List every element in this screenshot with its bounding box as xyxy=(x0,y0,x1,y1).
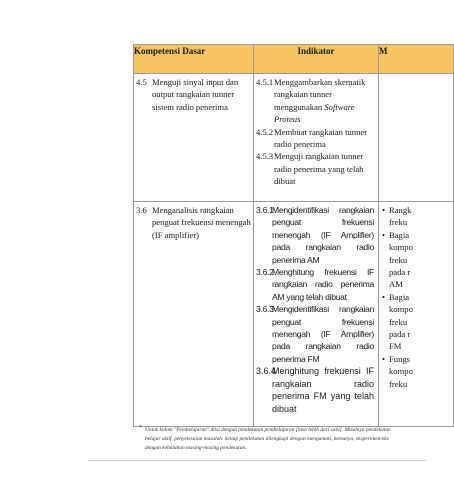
materials-cell xyxy=(379,202,454,427)
material-text xyxy=(389,229,453,291)
material-line: pada r xyxy=(389,267,411,278)
material-line: FM xyxy=(389,341,402,352)
footnote-line: belajar aktif, penyelesaian masalah. Setiap pendekatan dilengkapi dengan mengamati, menanya, eksperimen/eks xyxy=(145,436,389,442)
header-indikator: Indikator xyxy=(254,45,379,74)
material-text xyxy=(389,353,453,390)
header-materi: M xyxy=(379,45,454,74)
indicator-number: 4.5.3 xyxy=(256,151,274,162)
material-item xyxy=(382,353,453,390)
kd-number: 4.5 xyxy=(136,77,147,87)
material-line: freku xyxy=(389,217,408,228)
material-line: kompo xyxy=(389,366,413,377)
indicator-text: Menghitung frekuensi IF rangkaian radio penerima AM yang telah dibuat xyxy=(272,267,374,302)
kd-text: Menguji sinyal input dan output rangkaian tunner sistem radio penerima xyxy=(152,77,239,112)
kd-cell xyxy=(134,202,254,427)
kd-number: 3.6 xyxy=(136,205,147,215)
footnote-line: dengan kebutuhan masing-masing pendekatan. xyxy=(145,445,247,451)
kd-cell xyxy=(134,74,254,202)
material-line: AM xyxy=(389,279,403,290)
material-item xyxy=(382,229,453,291)
indicator-item xyxy=(256,365,374,415)
indicator-number: 3.6.4 xyxy=(256,366,277,377)
page-divider xyxy=(88,460,426,461)
material-line: kompo xyxy=(389,242,413,253)
bullet-icon: • xyxy=(382,229,386,240)
bullet-icon: • xyxy=(382,205,386,215)
indicator-item xyxy=(256,266,374,303)
indicator-number: 3.6.1 xyxy=(256,205,274,215)
material-line: Bagia xyxy=(389,229,410,240)
material-line: freku xyxy=(389,254,408,265)
materials-list xyxy=(379,202,453,390)
indicator-text: Menggambarkan skematik rangkaian tunner menggunakan Software Proteus xyxy=(274,77,366,125)
indicator-number: 3.6.3 xyxy=(256,304,274,315)
indicator-cell xyxy=(254,74,379,202)
indicator-text: Membuat rangkaian tunner radio penerima xyxy=(274,126,368,150)
material-line: Bagia xyxy=(389,291,410,302)
material-line: pada r xyxy=(389,329,411,340)
header-kompetensi-dasar: Kompetensi Dasar xyxy=(134,45,254,74)
material-line: kompo xyxy=(389,304,413,315)
indicator-item xyxy=(256,204,374,266)
footnote-line: Untuk kolom "Pembelajaran" diisi dengan pendekatan pembelajaran [bisa lebih dari satu]. Misalnya pendekatan xyxy=(145,427,391,433)
competency-table xyxy=(133,44,454,427)
material-text xyxy=(389,204,453,229)
bullet-icon: • xyxy=(382,291,386,302)
material-line: Rangk xyxy=(389,205,412,215)
table-row xyxy=(134,202,454,427)
material-line: freku xyxy=(389,316,408,327)
material-item xyxy=(382,291,453,353)
indicator-item xyxy=(256,150,374,187)
indicator-text: Menghitung frekuensi IF rangkaian radio penerima FM yang telah dibuat xyxy=(272,366,374,414)
materials-cell xyxy=(379,74,454,202)
bullet-icon: • xyxy=(382,353,386,364)
indicator-cell xyxy=(254,202,379,427)
footnote xyxy=(139,425,435,453)
material-line: freku xyxy=(389,378,408,389)
indicator-text: Mengidentifikasi rangkaian penguat frekuensi menengah (IF Amplifier) pada rangkaian radio penerima AM xyxy=(272,205,374,265)
indicator-number: 3.6.2 xyxy=(256,267,274,278)
material-item xyxy=(382,204,453,229)
kd-text: Menganalisis rangkaian penguat frekuensi menengah (IF amplifier) xyxy=(152,205,251,240)
indicator-item xyxy=(256,126,374,151)
table-header-row xyxy=(134,45,454,74)
footnote-marker: * xyxy=(139,425,142,431)
material-text xyxy=(389,291,453,353)
indicator-text: Menguji rangkaian tunner radio penerima yang telah dibuat xyxy=(274,151,364,187)
indicator-number: 4.5.2 xyxy=(256,126,274,137)
indicator-emphasis: Software Proteus xyxy=(274,101,355,125)
table-row xyxy=(134,74,454,202)
indicator-text: Mengidentifikasi rangkaian penguat frekuensi menengah (IF Amplifier) pada rangkaian radio penerima FM xyxy=(272,304,374,364)
material-line: Fungs xyxy=(389,353,411,364)
indicator-item xyxy=(256,76,374,126)
indicator-number: 4.5.1 xyxy=(256,77,274,87)
indicator-item xyxy=(256,303,374,365)
